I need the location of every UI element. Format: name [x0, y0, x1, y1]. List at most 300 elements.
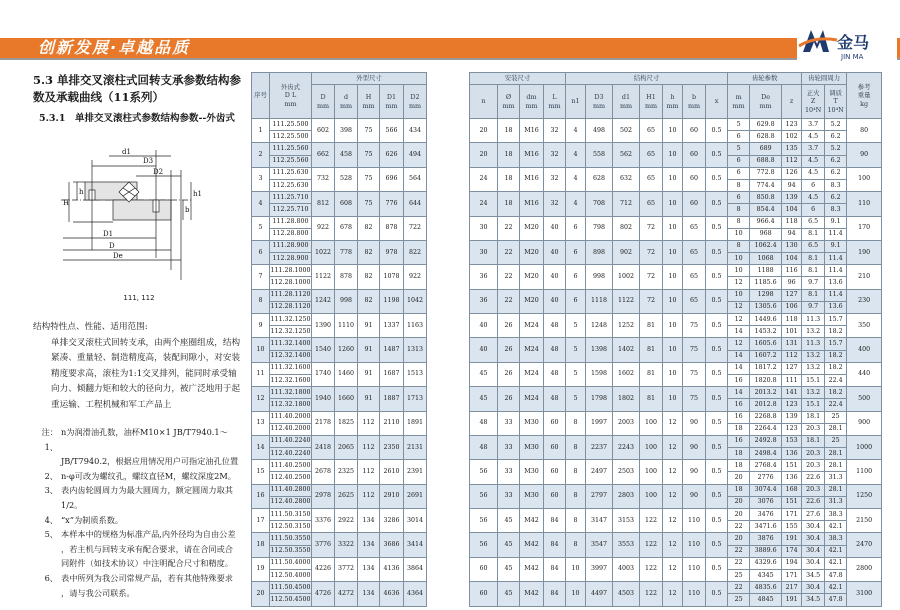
- weight-cell: 400: [847, 338, 882, 362]
- brand-en: JIN MA: [841, 53, 864, 61]
- dimension-cell: 722: [404, 216, 427, 240]
- row-number: 10: [252, 338, 270, 362]
- dimension-cell: 1022: [312, 240, 335, 264]
- note-text: 同附件（如技术协议）中注明配合尺寸和精度。: [61, 558, 233, 569]
- struct-cell: 0.5: [706, 435, 728, 459]
- struct-cell: 32: [544, 167, 566, 191]
- struct-cell: 0.5: [706, 143, 728, 167]
- dimension-cell: 3686: [380, 533, 404, 557]
- gear-cell: 12: [728, 314, 750, 326]
- model-111: 111.32.1400: [270, 338, 312, 350]
- struct-cell: 4503: [613, 582, 640, 606]
- gear-cell: 191: [782, 594, 802, 606]
- row-number: 12: [252, 387, 270, 411]
- model-112: 112.25.500: [270, 131, 312, 143]
- weight-cell: 1100: [847, 460, 882, 484]
- gear-cell: 5: [728, 119, 750, 131]
- gear-cell: 10: [728, 289, 750, 301]
- gear-cell: 42.1: [825, 582, 847, 594]
- struct-cell: 22: [498, 289, 520, 313]
- struct-cell: 0.5: [706, 289, 728, 313]
- label-b: b: [185, 206, 190, 214]
- model-111: 111.32.1800: [270, 387, 312, 399]
- model-111: 111.40.2800: [270, 484, 312, 496]
- struct-cell: 18: [498, 192, 520, 216]
- struct-cell: 5: [566, 362, 586, 386]
- struct-cell: M42: [520, 509, 544, 533]
- dimension-cell: 2131: [404, 435, 427, 459]
- struct-cell: 10: [663, 119, 683, 143]
- weight-cell: 2800: [847, 557, 882, 581]
- note-text: 1/2。: [61, 499, 83, 510]
- struct-cell: 33: [498, 484, 520, 508]
- table-row: [252, 387, 427, 399]
- struct-cell: 2503: [613, 460, 640, 484]
- struct-cell: 45: [498, 509, 520, 533]
- cross-section-drawing: [43, 130, 233, 288]
- struct-cell: 6: [566, 289, 586, 313]
- struct-cell: 84: [544, 509, 566, 533]
- row-number: 19: [252, 557, 270, 581]
- gear-cell: 18: [728, 423, 750, 435]
- struct-cell: 122: [640, 557, 663, 581]
- struct-cell: 72: [640, 240, 663, 264]
- table-row: [470, 265, 882, 277]
- gear-cell: 28.1: [825, 423, 847, 435]
- gear-cell: 6.2: [825, 131, 847, 143]
- gear-cell: 126: [782, 167, 802, 179]
- gear-cell: 16: [728, 399, 750, 411]
- table-row: [470, 484, 882, 496]
- gear-cell: 106: [782, 301, 802, 313]
- struct-cell: 562: [613, 143, 640, 167]
- model-112: 112.50.4500: [270, 594, 312, 606]
- gear-cell: 11.4: [825, 253, 847, 265]
- t2-col-head: L mm: [544, 85, 566, 119]
- gear-cell: 13.6: [825, 301, 847, 313]
- dimension-cell: 82: [358, 265, 380, 289]
- row-number: 18: [252, 533, 270, 557]
- gear-cell: 47.8: [825, 569, 847, 581]
- struct-cell: 60: [683, 167, 706, 191]
- struct-cell: 26: [498, 314, 520, 338]
- dimension-cell: 1242: [312, 289, 335, 313]
- gear-cell: 6: [728, 167, 750, 179]
- gear-cell: 131: [782, 338, 802, 350]
- dimension-cell: 4726: [312, 582, 335, 606]
- struct-cell: 100: [640, 460, 663, 484]
- struct-cell: 4497: [586, 582, 613, 606]
- dimension-cell: 1313: [404, 338, 427, 362]
- gear-cell: 8.1: [802, 265, 825, 277]
- table-row: [252, 509, 427, 521]
- gear-cell: 13.2: [802, 387, 825, 399]
- gear-cell: 9.7: [802, 277, 825, 289]
- t2-head-gear: 齿轮参数: [728, 73, 802, 85]
- gear-cell: 2498.4: [750, 448, 782, 460]
- model-112: 112.28.1120: [270, 301, 312, 313]
- gear-cell: 194: [782, 557, 802, 569]
- struct-cell: 65: [683, 265, 706, 289]
- gear-cell: 22.6: [802, 472, 825, 484]
- model-111: 111.28.1120: [270, 289, 312, 301]
- struct-cell: 65: [640, 143, 663, 167]
- struct-cell: 4003: [613, 557, 640, 581]
- note-line: [33, 513, 245, 528]
- struct-cell: 3547: [586, 533, 613, 557]
- gear-cell: 689: [750, 143, 782, 155]
- dimension-cell: 644: [404, 192, 427, 216]
- dimension-cell: 3864: [404, 557, 427, 581]
- struct-cell: 5: [566, 387, 586, 411]
- struct-cell: 122: [640, 509, 663, 533]
- gear-cell: 20.3: [802, 448, 825, 460]
- gear-cell: 4.5: [802, 131, 825, 143]
- struct-cell: 1997: [586, 411, 613, 435]
- gear-cell: 6.5: [802, 240, 825, 252]
- gear-cell: 1820.8: [750, 374, 782, 386]
- mounting-gear-table: [469, 72, 882, 607]
- dimension-cell: 2178: [312, 411, 335, 435]
- weight-cell: 2470: [847, 533, 882, 557]
- t2-head-install: 安装尺寸: [470, 73, 566, 85]
- struct-cell: 60: [544, 411, 566, 435]
- dimension-cell: 75: [358, 192, 380, 216]
- dimension-cell: 602: [312, 119, 335, 143]
- struct-cell: 75: [683, 362, 706, 386]
- weight-cell: 110: [847, 192, 882, 216]
- note-index: [33, 556, 61, 571]
- struct-cell: 712: [613, 192, 640, 216]
- dimension-cell: 822: [404, 240, 427, 264]
- struct-cell: 6: [566, 216, 586, 240]
- struct-cell: 3153: [613, 509, 640, 533]
- gear-cell: 8: [728, 240, 750, 252]
- struct-cell: 40: [544, 289, 566, 313]
- model-111: 111.40.2240: [270, 435, 312, 447]
- struct-cell: M20: [520, 289, 544, 313]
- dimension-cell: 82: [358, 289, 380, 313]
- gear-cell: 25: [825, 411, 847, 423]
- weight-cell: 230: [847, 289, 882, 313]
- gear-cell: 11.4: [825, 228, 847, 240]
- model-112: 112.40.2000: [270, 423, 312, 435]
- struct-cell: 45: [498, 533, 520, 557]
- t2-col-head: b mm: [683, 85, 706, 119]
- struct-cell: 5: [566, 338, 586, 362]
- struct-cell: M24: [520, 362, 544, 386]
- label-de: De: [113, 252, 123, 260]
- weight-cell: 210: [847, 265, 882, 289]
- struct-cell: 902: [613, 240, 640, 264]
- gear-cell: 168: [782, 484, 802, 496]
- jinma-logo-icon: [797, 22, 897, 62]
- struct-cell: M16: [520, 192, 544, 216]
- gear-cell: 8: [728, 216, 750, 228]
- struct-cell: 0.5: [706, 460, 728, 484]
- gear-cell: 22.4: [825, 374, 847, 386]
- gear-cell: 28.1: [825, 460, 847, 472]
- model-112: 112.50.3150: [270, 521, 312, 533]
- struct-cell: 12: [663, 582, 683, 606]
- dimension-cell: 978: [380, 240, 404, 264]
- gear-cell: 2264.4: [750, 423, 782, 435]
- table-row: [470, 143, 882, 155]
- struct-cell: 33: [498, 435, 520, 459]
- gear-cell: 628.8: [750, 131, 782, 143]
- model-112: 112.28.1000: [270, 277, 312, 289]
- struct-cell: 26: [498, 362, 520, 386]
- row-number: 14: [252, 435, 270, 459]
- label-d3: D3: [143, 157, 154, 165]
- gear-cell: 4329.6: [750, 557, 782, 569]
- note-text: JB/T7940.2，根据应用情况用户可指定油孔位置: [61, 456, 239, 467]
- note-index: 2、: [44, 470, 58, 481]
- dimension-cell: 1940: [312, 387, 335, 411]
- struct-cell: 40: [470, 338, 498, 362]
- struct-cell: 8: [566, 460, 586, 484]
- struct-cell: 4: [566, 119, 586, 143]
- struct-cell: 56: [470, 460, 498, 484]
- gear-cell: 6: [802, 179, 825, 191]
- gear-cell: 3471.6: [750, 521, 782, 533]
- model-112: 112.40.2800: [270, 496, 312, 508]
- note-text: 表中所列为我公司常规产品，若有其他特殊要求: [61, 572, 233, 583]
- gear-cell: 6.2: [825, 155, 847, 167]
- struct-cell: 18: [498, 143, 520, 167]
- struct-cell: 3997: [586, 557, 613, 581]
- struct-cell: 498: [586, 119, 613, 143]
- t2-col-head: Ø mm: [498, 85, 520, 119]
- note-line: [33, 542, 245, 557]
- struct-cell: 10: [663, 167, 683, 191]
- note-index: [33, 586, 61, 601]
- note-index: 6、: [44, 572, 58, 583]
- gear-cell: 4.5: [802, 155, 825, 167]
- gear-cell: 217: [782, 582, 802, 594]
- gear-cell: 139: [782, 411, 802, 423]
- struct-cell: 10: [663, 192, 683, 216]
- gear-cell: 4835.6: [750, 582, 782, 594]
- row-number: 15: [252, 460, 270, 484]
- table-row: [252, 265, 427, 277]
- t2-head-weight: 参考 重量 kg: [847, 73, 882, 119]
- gear-cell: 153: [782, 435, 802, 447]
- t2-col-head: De mm: [750, 85, 782, 119]
- gear-cell: 118: [782, 216, 802, 228]
- gear-cell: 4345: [750, 569, 782, 581]
- row-number: 1: [252, 119, 270, 143]
- gear-cell: 5.2: [825, 119, 847, 131]
- t1-head-no: 序号: [252, 73, 270, 119]
- struct-cell: 65: [640, 167, 663, 191]
- gear-cell: 30.4: [802, 533, 825, 545]
- gear-cell: 1449.6: [750, 314, 782, 326]
- gear-cell: 31.3: [825, 472, 847, 484]
- t1-col-head: H mm: [358, 85, 380, 119]
- model-111: 111.28.1000: [270, 265, 312, 277]
- dimension-cell: 1687: [380, 362, 404, 386]
- dimension-cell: 2910: [380, 484, 404, 508]
- dimension-cell: 4364: [404, 582, 427, 606]
- row-number: 20: [252, 582, 270, 606]
- struct-cell: 36: [470, 289, 498, 313]
- gear-cell: 2768.4: [750, 460, 782, 472]
- model-111: 111.25.630: [270, 167, 312, 179]
- struct-cell: 8: [566, 533, 586, 557]
- model-112: 112.50.3550: [270, 545, 312, 557]
- struct-cell: 100: [640, 484, 663, 508]
- struct-cell: 10: [663, 387, 683, 411]
- model-112: 112.25.630: [270, 179, 312, 191]
- struct-cell: 10: [663, 143, 683, 167]
- struct-cell: 90: [683, 460, 706, 484]
- dimension-cell: 112: [358, 411, 380, 435]
- struct-cell: 48: [470, 411, 498, 435]
- row-number: 7: [252, 265, 270, 289]
- gear-cell: 2492.8: [750, 435, 782, 447]
- struct-cell: 898: [586, 240, 613, 264]
- gear-cell: 10: [728, 253, 750, 265]
- struct-cell: 36: [470, 265, 498, 289]
- gear-cell: 8: [728, 204, 750, 216]
- struct-cell: 72: [640, 265, 663, 289]
- gear-cell: 20: [728, 533, 750, 545]
- dimension-cell: 3772: [335, 557, 358, 581]
- table-row: [470, 338, 882, 350]
- struct-cell: 10: [663, 265, 683, 289]
- dimension-cell: 4226: [312, 557, 335, 581]
- struct-cell: M16: [520, 167, 544, 191]
- table-row: [470, 167, 882, 179]
- weight-cell: 1250: [847, 484, 882, 508]
- gear-cell: 13.6: [825, 277, 847, 289]
- struct-cell: 1118: [586, 289, 613, 313]
- gear-cell: 18.1: [802, 435, 825, 447]
- gear-cell: 20: [728, 509, 750, 521]
- dimension-cell: 696: [380, 167, 404, 191]
- struct-cell: 32: [544, 192, 566, 216]
- struct-cell: 84: [544, 533, 566, 557]
- struct-cell: 2797: [586, 484, 613, 508]
- struct-cell: 90: [683, 411, 706, 435]
- dimension-cell: 1078: [380, 265, 404, 289]
- dimension-cell: 2350: [380, 435, 404, 459]
- model-111: 111.32.1250: [270, 314, 312, 326]
- note-line: [33, 498, 245, 513]
- table-row: [252, 362, 427, 374]
- note-text: n为润滑油孔数，油杯M10×1 JB/T7940.1～: [61, 427, 228, 437]
- dimension-cell: 1337: [380, 314, 404, 338]
- dimension-cell: 398: [335, 119, 358, 143]
- struct-cell: 20: [470, 143, 498, 167]
- struct-cell: 2243: [613, 435, 640, 459]
- features-label: 结构特性点、性能、适用范围:: [33, 322, 148, 332]
- gear-cell: 127: [782, 362, 802, 374]
- table-row: [252, 240, 427, 252]
- gear-cell: 4845: [750, 594, 782, 606]
- t2-col-head: 调质 T 10⁴N: [825, 85, 847, 119]
- gear-cell: 8.1: [802, 289, 825, 301]
- t2-col-head: d1 mm: [613, 85, 640, 119]
- label-h1: h1: [193, 190, 202, 198]
- dimension-cell: 812: [312, 192, 335, 216]
- struct-cell: 0.5: [706, 557, 728, 581]
- struct-cell: 40: [544, 240, 566, 264]
- gear-cell: 22: [728, 545, 750, 557]
- struct-cell: 8: [566, 435, 586, 459]
- struct-cell: 30: [470, 216, 498, 240]
- notes-list: [33, 425, 245, 600]
- row-number: 13: [252, 411, 270, 435]
- gear-cell: 3076: [750, 496, 782, 508]
- struct-cell: 26: [498, 338, 520, 362]
- gear-cell: 1298: [750, 289, 782, 301]
- struct-cell: 1398: [586, 338, 613, 362]
- note-line: [33, 586, 245, 601]
- gear-cell: 18.2: [825, 326, 847, 338]
- gear-cell: 27.6: [802, 509, 825, 521]
- dimension-cell: 3286: [380, 509, 404, 533]
- gear-cell: 18: [728, 448, 750, 460]
- gear-cell: 772.8: [750, 167, 782, 179]
- dimension-cell: 75: [358, 143, 380, 167]
- table-row: [470, 362, 882, 374]
- struct-cell: 1598: [586, 362, 613, 386]
- struct-cell: 60: [544, 484, 566, 508]
- gear-cell: 1188: [750, 265, 782, 277]
- features-block: [33, 320, 245, 413]
- gear-cell: 12: [728, 277, 750, 289]
- dimension-cell: 91: [358, 387, 380, 411]
- gear-cell: 101: [782, 326, 802, 338]
- struct-cell: 122: [640, 533, 663, 557]
- dimension-cell: 878: [380, 216, 404, 240]
- struct-cell: 122: [640, 582, 663, 606]
- struct-cell: 10: [663, 314, 683, 338]
- gear-cell: 174: [782, 545, 802, 557]
- row-number: 16: [252, 484, 270, 508]
- struct-cell: 81: [640, 387, 663, 411]
- gear-cell: 151: [782, 496, 802, 508]
- model-111: 111.28.900: [270, 240, 312, 252]
- gear-cell: 14: [728, 350, 750, 362]
- struct-cell: 2497: [586, 460, 613, 484]
- table-row: [470, 582, 882, 594]
- table-row: [252, 119, 427, 131]
- struct-cell: M30: [520, 460, 544, 484]
- page-header: [0, 0, 900, 64]
- row-number: 17: [252, 509, 270, 533]
- model-111: 111.50.3150: [270, 509, 312, 521]
- struct-cell: 72: [640, 289, 663, 313]
- struct-cell: 48: [544, 338, 566, 362]
- gear-cell: 3476: [750, 509, 782, 521]
- model-111: 111.40.2000: [270, 411, 312, 423]
- struct-cell: 60: [470, 582, 498, 606]
- gear-cell: 30.4: [802, 582, 825, 594]
- dimension-cell: 2678: [312, 460, 335, 484]
- outline-dimension-table: [251, 72, 427, 607]
- gear-cell: 5.2: [825, 143, 847, 155]
- model-111: 111.28.800: [270, 216, 312, 228]
- dimension-cell: 776: [380, 192, 404, 216]
- dimension-cell: 2691: [404, 484, 427, 508]
- dimension-cell: 2610: [380, 460, 404, 484]
- table-row: [252, 338, 427, 350]
- dimension-cell: 434: [404, 119, 427, 143]
- dimension-cell: 1540: [312, 338, 335, 362]
